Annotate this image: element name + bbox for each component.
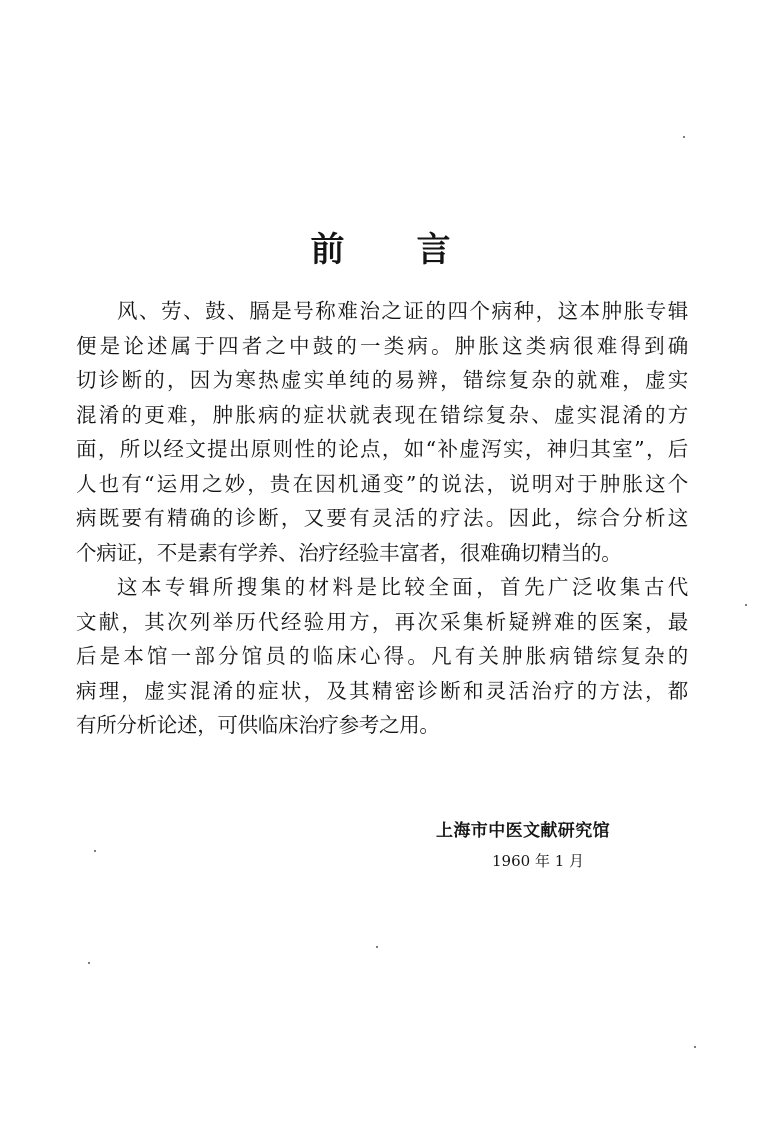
paragraph-2-line-4: 病理，虚实混淆的症状，及其精密诊断和灵活治疗的方法，都 — [76, 678, 688, 703]
page-title — [0, 222, 761, 271]
paragraph-2-line-2: 文献，其次列举历代经验用方，再次采集析疑辨难的医案，最 — [76, 609, 688, 634]
paragraph-1-line-5: 面，所以经文提出原则性的论点，如“补虚泻实，神归其室”，后 — [76, 437, 688, 461]
paragraph-2-line-1: 这本专辑所搜集的材料是比较全面，首先广泛收集古代 — [117, 575, 688, 599]
scan-speck — [376, 946, 378, 948]
paragraph-1-line-6: 人也有“运用之妙，贵在因机通变”的说法，说明对于肿胀这个 — [76, 471, 688, 496]
title-char-2: 言 — [416, 230, 451, 270]
paragraph-2-line-3: 后是本馆一部分馆员的临床心得。凡有关肿胀病错综复杂的 — [76, 644, 688, 668]
signature-date: 1960 年 1 月 — [492, 852, 585, 870]
paragraph-1-line-8: 个病证，不是素有学养、治疗经验丰富者，很难确切精当的。 — [76, 540, 622, 565]
paragraph-1-line-1: 风、劳、鼓、膈是号称难治之证的四个病种，这本肿胀专辑 — [117, 299, 688, 323]
paragraph-1-line-7: 病既要有精确的诊断，又要有灵活的疗法。因此，综合分析这 — [76, 506, 688, 530]
paragraph-1-line-4: 混淆的更难，肿胀病的症状就表现在错综复杂、虚实混淆的方 — [76, 402, 688, 427]
scan-speck — [745, 604, 747, 606]
paragraph-1-line-3: 切诊断的，因为寒热虚实单纯的易辨，错综复杂的就难，虚实 — [76, 368, 688, 392]
paragraph-2-line-5: 有所分析论述，可供临床治疗参考之用。 — [76, 713, 440, 737]
paragraph-1-line-2: 便是论述属于四者之中鼓的一类病。肿胀这类病很难得到确 — [76, 333, 688, 358]
scan-speck — [94, 850, 96, 852]
scan-speck — [683, 136, 685, 138]
signature-institution: 上海市中医文献研究馆 — [436, 821, 610, 841]
preface-body — [76, 294, 688, 743]
scan-speck — [694, 1046, 696, 1048]
scan-speck — [88, 962, 90, 964]
title-char-1: 前 — [310, 230, 345, 270]
